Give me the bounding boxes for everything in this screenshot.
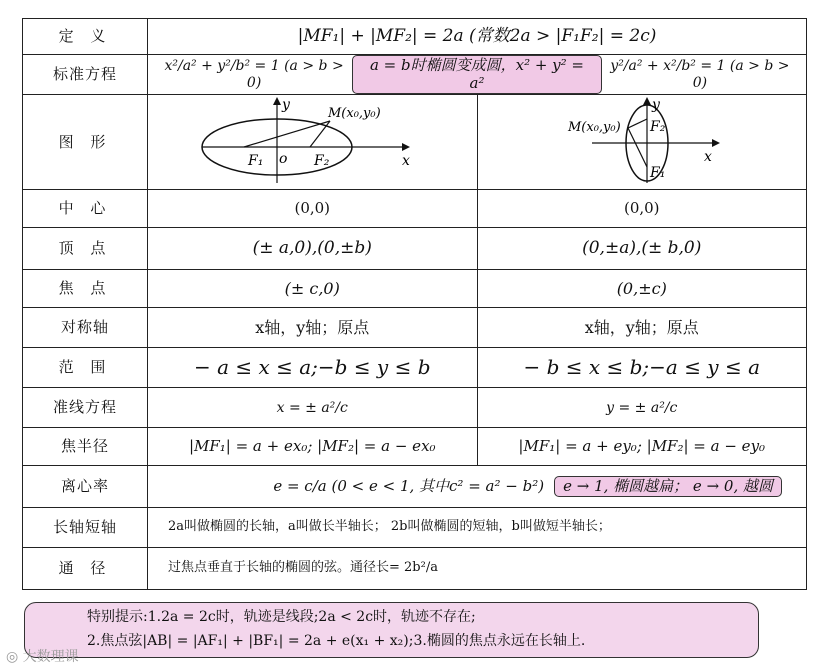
vertical-ellipse-figure bbox=[482, 95, 802, 185]
center-left: (0,0) bbox=[148, 190, 478, 228]
range-left: − a ≤ x ≤ a;−b ≤ y ≤ b bbox=[148, 348, 478, 388]
ellipse-properties-table bbox=[22, 18, 807, 590]
row-standard-eq bbox=[23, 55, 807, 95]
eccentricity-formula: e = c/a (0 < e < 1, 其中c² = a² − b²) bbox=[273, 477, 545, 496]
label-figure: 图 形 bbox=[23, 95, 148, 190]
focal-radius-left: |MF₁| = a + ex₀; |MF₂| = a − ex₀ bbox=[148, 428, 478, 466]
label-center: 中 心 bbox=[23, 190, 148, 228]
row-latus bbox=[23, 548, 807, 590]
label-focal-radius: 焦半径 bbox=[23, 428, 148, 466]
vertex-right: (0,±a),(± b,0) bbox=[477, 228, 807, 270]
row-figure bbox=[23, 95, 807, 190]
focus-left: (± c,0) bbox=[148, 270, 478, 308]
right-fig-f1: F₁ bbox=[649, 165, 666, 181]
directrix-right: y = ± a²/c bbox=[477, 388, 807, 428]
left-fig-y: y bbox=[282, 97, 291, 113]
label-axes: 长轴短轴 bbox=[23, 508, 148, 548]
horizontal-ellipse-figure bbox=[162, 95, 462, 185]
right-fig-x: x bbox=[703, 149, 712, 165]
vertex-left: (± a,0),(0,±b) bbox=[148, 228, 478, 270]
axes-text: 2a叫做椭圆的长轴，a叫做长半轴长； 2b叫做椭圆的短轴，b叫做短半轴长； bbox=[148, 508, 807, 548]
label-eccentricity: 离心率 bbox=[23, 466, 148, 508]
row-symmetry bbox=[23, 308, 807, 348]
label-definition: 定 义 bbox=[23, 19, 148, 55]
label-focus: 焦 点 bbox=[23, 270, 148, 308]
right-fig-f2: F₂ bbox=[649, 119, 666, 135]
row-directrix bbox=[23, 388, 807, 428]
range-right: − b ≤ x ≤ b;−a ≤ y ≤ a bbox=[477, 348, 807, 388]
eccentricity-note: e → 1, 椭圆越扁； e → 0, 越圆 bbox=[554, 476, 782, 497]
row-focus bbox=[23, 270, 807, 308]
label-directrix: 准线方程 bbox=[23, 388, 148, 428]
definition-formula: |MF₁| + |MF₂| = 2a (常数2a > |F₁F₂| = 2c) bbox=[148, 19, 807, 55]
label-range: 范 围 bbox=[23, 348, 148, 388]
left-fig-x: x bbox=[402, 153, 411, 169]
label-symmetry: 对称轴 bbox=[23, 308, 148, 348]
special-tip-box bbox=[24, 602, 759, 658]
symmetry-left: x轴，y轴；原点 bbox=[148, 308, 478, 348]
label-vertex: 顶 点 bbox=[23, 228, 148, 270]
symmetry-right: x轴，y轴；原点 bbox=[477, 308, 807, 348]
focus-right: (0,±c) bbox=[477, 270, 807, 308]
watermark-logo-icon: ◎ bbox=[6, 649, 19, 665]
standard-eq-right: y²/a² + x²/b² = 1 (a > b > 0) bbox=[610, 58, 790, 91]
latus-text: 过焦点垂直于长轴的椭圆的弦。通径长= 2b²/a bbox=[148, 548, 807, 590]
focal-radius-right: |MF₁| = a + ey₀; |MF₂| = a − ey₀ bbox=[477, 428, 807, 466]
watermark-text: 大数理课 bbox=[22, 649, 79, 665]
left-fig-f2: F₂ bbox=[314, 153, 330, 169]
row-eccentricity bbox=[23, 466, 807, 508]
row-definition bbox=[23, 19, 807, 55]
watermark bbox=[6, 646, 79, 666]
label-latus: 通 径 bbox=[23, 548, 148, 590]
row-vertex bbox=[23, 228, 807, 270]
directrix-left: x = ± a²/c bbox=[148, 388, 478, 428]
row-focal-radius bbox=[23, 428, 807, 466]
right-fig-point: M(x₀,y₀) bbox=[567, 120, 621, 135]
left-fig-point: M(x₀,y₀) bbox=[328, 106, 381, 121]
standard-eq-note: a = b时椭圆变成圆，x² + y² = a² bbox=[352, 55, 602, 94]
standard-eq-left: x²/a² + y²/b² = 1 (a > b > 0) bbox=[164, 58, 344, 91]
row-center bbox=[23, 190, 807, 228]
row-range bbox=[23, 348, 807, 388]
left-fig-o: o bbox=[279, 151, 288, 167]
tip-line-2: 2.焦点弦|AB| = |AF₁| + |BF₁| = 2a + e(x₁ + x₂);3.椭圆的焦点永远在长轴上. bbox=[87, 633, 586, 649]
label-standard-eq: 标准方程 bbox=[23, 55, 148, 95]
row-axes bbox=[23, 508, 807, 548]
center-right: (0,0) bbox=[477, 190, 807, 228]
left-fig-f1: F₁ bbox=[248, 153, 264, 169]
right-fig-y: y bbox=[651, 97, 660, 113]
tip-line-1: 特别提示:1.2a = 2c时，轨迹是线段;2a < 2c时，轨迹不存在; bbox=[87, 609, 476, 625]
